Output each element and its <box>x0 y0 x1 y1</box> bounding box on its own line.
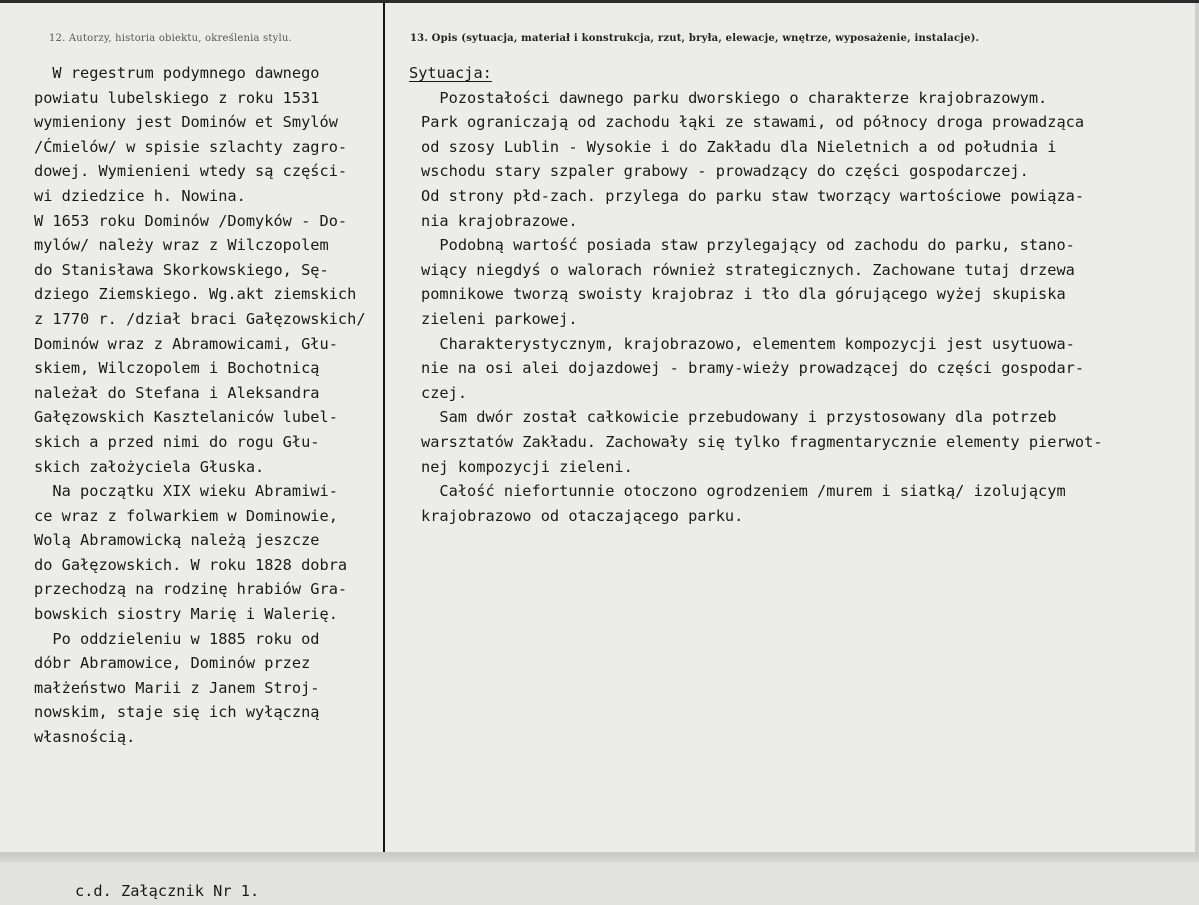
field-13-header: 13. Opis (sytuacja, materiał i konstrukcja, rzut, bryła, elewacje, wnętrze, wyposażenie, instalacje). <box>410 33 980 44</box>
description-section <box>409 61 1191 528</box>
attachment-note: c.d. Załącznik Nr 1. <box>75 882 260 900</box>
field-12-header: 12. Autorzy, historia obiektu, określenia stylu. <box>49 33 292 44</box>
sheet-right-edge <box>1195 3 1199 858</box>
sheet-bottom-edge <box>0 852 1199 862</box>
description-text: Pozostałości dawnego parku dworskiego o charakterze krajobrazowym. Park ograniczają od zachodu łąki ze stawami, od północy droga prowadząca od szosy Lublin - Wysokie i do Zakładu dla Nieletnich a od południa i wschodu stary szpaler grabowy - prowadzący do części gospodarczej. Od strony płd-zach. przylega do parku staw tworzący wartościowe powiąza- nia krajobrazowe. Podobną wartość posiada staw przylegający od zachodu do parku, stano- wiący niegdyś o walorach również strategicznych. Zachowane tutaj drzewa pomnikowe tworzą swoisty krajobraz i tło dla górującego wyżej skupiska zieleni parkowej. Charakterystycznym, krajobrazowo, elementem kompozycji jest usytuowa- nie na osi alei dojazdowej - bramy-wieży prowadzącej do części gospodar- czej. Sam dwór został całkowicie przebudowany i przystosowany dla potrzeb warsztatów Zakładu. Zachowały się tylko fragmentarycznie elementy pierwot- nej kompozycji zieleni. Całość niefortunnie otoczono ogrodzeniem /murem i siatką/ izolującym krajobrazowo od otaczającego parku. <box>421 88 1103 525</box>
history-text: W regestrum podymnego dawnego powiatu lubelskiego z roku 1531 wymieniony jest Dominów et Smylów /Ćmielów/ w spisie szlachty zagro- dowej. Wymienieni wtedy są części- wi dziedzice h. Nowina. W 1653 roku Dominów /Domyków - Do- mylów/ należy wraz z Wilczopolem do Stanisława Skorkowskiego, Sę- dziego Ziemskiego. Wg.akt ziemskich z 1770 r. /dział braci Gałęzowskich/ Dominów wraz z Abramowicami, Głu- skiem, Wilczopolem i Bochotnicą należał do Stefana i Aleksandra Gałęzowskich Kasztelaniców lubel- skich a przed nimi do rogu Głu- skich założyciela Głuska. Na początku XIX wieku Abramiwi- ce wraz z folwarkiem w Dominowie, Wolą Abramowicką należą jeszcze do Gałęzowskich. W roku 1828 dobra przechodzą na rodzinę hrabiów Gra- bowskich siostry Marię i Walerię. Po oddzieleniu w 1885 roku od dóbr Abramowice, Dominów przez małżeństwo Marii z Janem Stroj- nowskim, staje się ich wyłączną własnością. <box>34 64 366 747</box>
situation-heading: Sytuacja: <box>409 64 492 82</box>
column-divider <box>383 3 385 858</box>
